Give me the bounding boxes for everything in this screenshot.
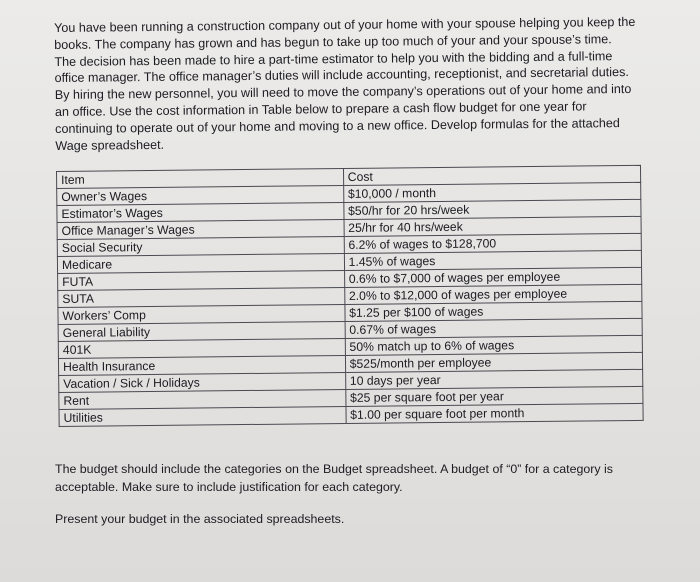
- cost-cell: $10,000 / month: [343, 182, 641, 202]
- item-cell: Utilities: [59, 406, 346, 426]
- item-cell: Office Manager’s Wages: [57, 219, 344, 239]
- cost-cell: 25/hr for 40 hrs/week: [344, 216, 642, 236]
- item-cell: Health Insurance: [58, 355, 345, 375]
- item-cell: Workers’ Comp: [58, 304, 345, 324]
- item-cell: 401K: [58, 338, 345, 358]
- present-note: Present your budget in the associated spreadsheets.: [55, 512, 345, 526]
- cost-cell: $525/month per employee: [345, 352, 643, 372]
- item-cell: Vacation / Sick / Holidays: [59, 372, 346, 392]
- cost-cell: 1.45% of wages: [344, 250, 642, 270]
- cost-cell: $50/hr for 20 hrs/week: [344, 199, 642, 219]
- item-cell: Estimator’s Wages: [57, 202, 344, 222]
- cost-cell: 2.0% to $12,000 of wages per employee: [344, 284, 642, 304]
- intro-paragraph: You have been running a construction company out of your home with your spouse helping you keep the books. The company has grown and has begun to take up too much of your and your spouse’s time. The decision has been made to hire a part-time estimator to help you with the bidding and a full-time office manager. The office manager’s duties will include accounting, receptionist, and secretarial duties. By hiring the new personnel, you will need to move the company’s operations out of your home and into an office. Use the cost information in Table below to prepare a cash flow budget for one year for continuing to operate out of your home and moving to a new office. Develop formulas for the attached Wage spreadsheet.: [54, 14, 636, 153]
- header-item: Item: [57, 168, 344, 188]
- cost-cell: 0.67% of wages: [345, 318, 643, 338]
- cost-cell: 6.2% of wages to $128,700: [344, 233, 642, 253]
- cost-table-body: [57, 165, 644, 426]
- item-cell: SUTA: [58, 287, 345, 307]
- cost-cell: 50% match up to 6% of wages: [345, 335, 643, 355]
- cost-table: [56, 165, 644, 427]
- budget-note: The budget should include the categories on the Budget spreadsheet. A budget of “0” for a category is acceptable. Make sure to include justification for each category.: [55, 462, 613, 494]
- header-cost: Cost: [343, 165, 641, 185]
- cost-cell: $1.00 per square foot per month: [346, 403, 644, 423]
- item-cell: General Liability: [58, 321, 345, 341]
- cost-cell: $25 per square foot per year: [345, 386, 643, 406]
- cost-cell: 0.6% to $7,000 of wages per employee: [344, 267, 642, 287]
- item-cell: Medicare: [57, 253, 344, 273]
- item-cell: Owner’s Wages: [57, 185, 344, 205]
- cost-cell: 10 days per year: [345, 369, 643, 389]
- item-cell: Social Security: [57, 236, 344, 256]
- item-cell: Rent: [59, 389, 346, 409]
- item-cell: FUTA: [58, 270, 345, 290]
- cost-cell: $1.25 per $100 of wages: [345, 301, 643, 321]
